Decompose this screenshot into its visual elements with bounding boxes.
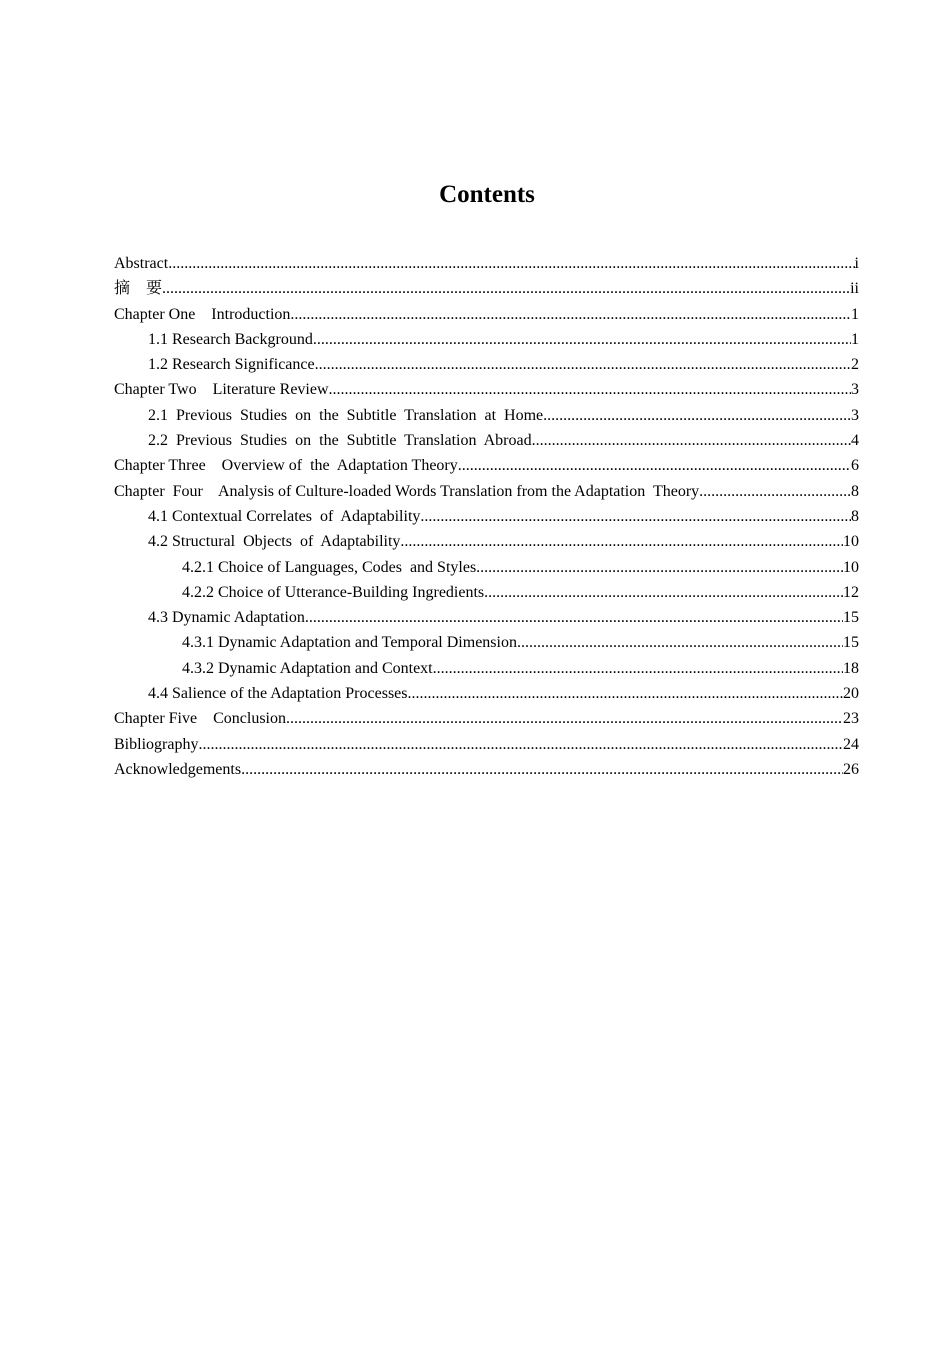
toc-entry-label: 4.3.1 Dynamic Adaptation and Temporal Dimension: [182, 634, 517, 652]
toc-entry-chapter-five[interactable]: [114, 706, 859, 731]
toc-entry-label: 摘 要: [114, 280, 163, 298]
toc-entry-4-3-1[interactable]: [114, 630, 859, 655]
toc-entry-label: 1.2 Research Significance: [148, 356, 315, 374]
dot-leader: [433, 656, 843, 681]
toc-entry-4-3[interactable]: [114, 605, 859, 630]
toc-entry-page: 3: [851, 381, 859, 399]
toc-entry-chinese-abstract[interactable]: [114, 276, 859, 301]
toc-entry-page: 2: [851, 356, 859, 374]
toc-entry-bibliography[interactable]: [114, 732, 859, 757]
toc-entry-page: 12: [843, 583, 859, 601]
toc-entry-page: ii: [850, 280, 859, 298]
toc-entry-label: Bibliography: [114, 735, 199, 753]
toc-entry-label: 1.1 Research Background: [148, 330, 313, 348]
dot-leader: [458, 453, 851, 478]
toc-entry-page: 3: [851, 406, 859, 424]
dot-leader: [532, 428, 851, 453]
toc-entry-page: 15: [843, 609, 859, 627]
dot-leader: [400, 529, 843, 554]
toc-entry-page: 23: [843, 710, 859, 728]
toc-entry-label: 2.2 Previous Studies on the Subtitle Translation Abroad: [148, 432, 532, 450]
toc-entry-page: 15: [843, 634, 859, 652]
toc-entry-4-1[interactable]: [114, 504, 859, 529]
toc-entry-chapter-three[interactable]: [114, 453, 859, 478]
dot-leader: [476, 555, 843, 580]
dot-leader: [408, 681, 844, 706]
toc-entry-label: Acknowledgements: [114, 760, 242, 778]
dot-leader: [699, 479, 851, 504]
toc-entry-acknowledgements[interactable]: [114, 757, 859, 782]
dot-leader: [517, 630, 843, 655]
toc-entry-chapter-four[interactable]: [114, 479, 859, 504]
toc-entry-page: 8: [851, 482, 859, 500]
dot-leader: [420, 504, 851, 529]
dot-leader: [313, 327, 851, 352]
toc-entry-label: 4.2.1 Choice of Languages, Codes and Styles: [182, 558, 477, 576]
toc-entry-page: 24: [843, 735, 859, 753]
toc-entry-label: 4.2.2 Choice of Utterance-Building Ingredients: [182, 583, 485, 601]
dot-leader: [162, 276, 850, 301]
toc-entry-label: 4.3 Dynamic Adaptation: [148, 609, 305, 627]
toc-entry-label: 4.1 Contextual Correlates of Adaptability: [148, 507, 421, 525]
toc-entry-page: i: [854, 255, 859, 272]
toc-entry-page: 6: [851, 457, 859, 475]
toc-entry-page: 10: [843, 533, 859, 551]
dot-leader: [305, 605, 843, 630]
toc-entry-page: 4: [851, 432, 859, 450]
toc-entry-label: Chapter Two Literature Review: [114, 381, 329, 399]
toc-entry-4-2-1[interactable]: [114, 555, 859, 580]
toc-entry-page: 8: [851, 507, 859, 525]
toc-entry-label: Chapter One Introduction: [114, 305, 291, 323]
toc-entry-label: 4.2 Structural Objects of Adaptability: [148, 533, 401, 551]
toc-entry-abstract[interactable]: [114, 251, 859, 276]
toc-entry-page: 26: [843, 760, 859, 778]
toc-entry-page: 1: [851, 305, 859, 323]
dot-leader: [484, 580, 843, 605]
toc-entry-label: Chapter Five Conclusion: [114, 710, 286, 728]
toc-entry-2-2[interactable]: [114, 428, 859, 453]
toc-entry-2-1[interactable]: [114, 403, 859, 428]
dot-leader: [543, 403, 851, 428]
toc-entry-chapter-two[interactable]: [114, 377, 859, 402]
dot-leader: [315, 352, 851, 377]
toc-entry-page: 10: [843, 558, 859, 576]
toc-entry-4-4[interactable]: [114, 681, 859, 706]
toc-entry-label: Chapter Four Analysis of Culture-loaded Words Translation from the Adaptation Theory: [114, 482, 700, 500]
toc-entry-label: Abstract: [114, 255, 169, 272]
toc-entry-1-2[interactable]: [114, 352, 859, 377]
toc-entry-4-3-2[interactable]: [114, 656, 859, 681]
dot-leader: [241, 757, 843, 782]
page-title: Contents: [439, 181, 535, 208]
dot-leader: [198, 732, 843, 757]
toc-entry-label: 4.3.2 Dynamic Adaptation and Context: [182, 659, 433, 677]
toc-entry-label: Chapter Three Overview of the Adaptation Theory: [114, 457, 458, 475]
toc-entry-label: 4.4 Salience of the Adaptation Processes: [148, 685, 408, 703]
toc-entry-page: 20: [843, 685, 859, 703]
dot-leader: [329, 377, 851, 402]
toc-entry-chapter-one[interactable]: [114, 302, 859, 327]
toc-entry-label: 2.1 Previous Studies on the Subtitle Translation at Home: [148, 406, 544, 424]
toc-entry-page: 1: [851, 330, 859, 348]
dot-leader: [168, 251, 854, 276]
toc-entry-4-2-2[interactable]: [114, 580, 859, 605]
toc-entry-1-1[interactable]: [114, 327, 859, 352]
table-of-contents: [114, 251, 859, 782]
dot-leader: [286, 706, 843, 731]
toc-entry-4-2[interactable]: [114, 529, 859, 554]
dot-leader: [290, 302, 851, 327]
toc-entry-page: 18: [843, 659, 859, 677]
